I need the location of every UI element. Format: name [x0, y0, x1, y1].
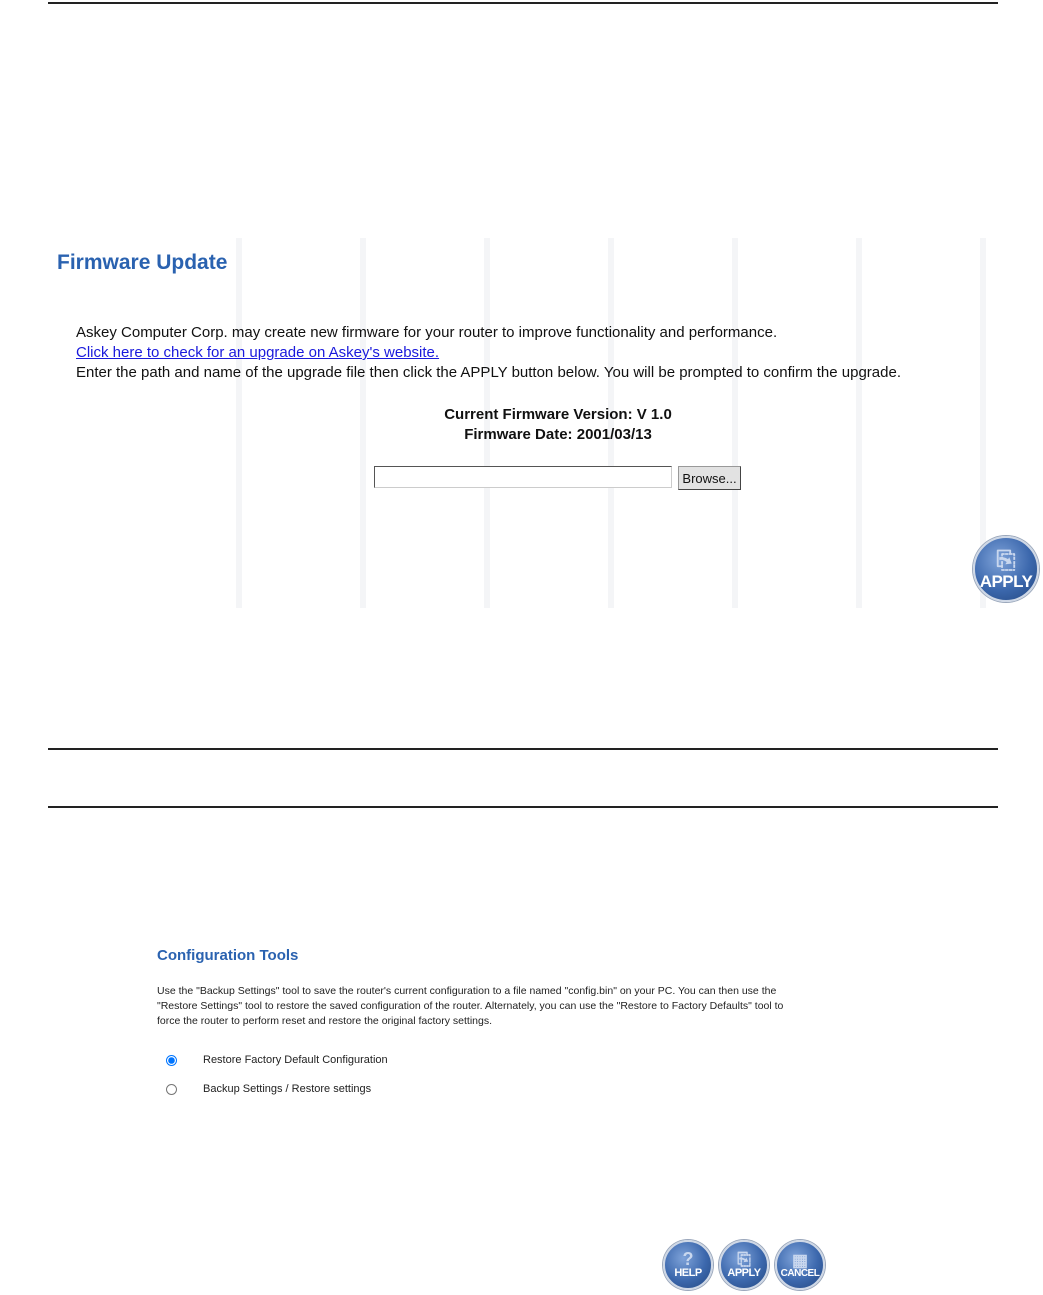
help-icon: ?: [682, 1249, 694, 1269]
separator-rule-upper: [48, 748, 998, 750]
help-button[interactable]: [663, 1240, 713, 1290]
cancel-button[interactable]: [775, 1240, 825, 1290]
cancel-button-label: CANCEL: [780, 1268, 820, 1279]
backup-restore-label: Backup Settings / Restore settings: [203, 1083, 372, 1095]
apply-icon: ⎘: [996, 547, 1016, 574]
page-title: Firmware Update: [57, 251, 228, 274]
apply-button-label: APPLY: [979, 572, 1033, 591]
apply-button[interactable]: [973, 536, 1039, 602]
config-description-line: "Restore Settings" tool to restore the saved configuration of the router. Alternately, you can use the "Restore to Factory Defaults" tool to: [157, 1000, 784, 1012]
backup-restore-option[interactable]: [166, 1083, 371, 1095]
firmware-file-input[interactable]: [374, 466, 672, 488]
firmware-panel-background: [118, 238, 998, 608]
restore-factory-default-radio[interactable]: [166, 1055, 177, 1066]
separator-rule-lower: [48, 806, 998, 808]
browse-button[interactable]: Browse...: [678, 466, 741, 490]
top-rule: [48, 2, 998, 4]
restore-factory-default-label: Restore Factory Default Configuration: [203, 1054, 388, 1066]
restore-factory-default-option[interactable]: [166, 1054, 388, 1066]
section-title: Configuration Tools: [157, 947, 299, 964]
backup-restore-radio[interactable]: [166, 1084, 177, 1095]
firmware-date: Firmware Date: 2001/03/13: [464, 426, 652, 443]
config-apply-button[interactable]: [719, 1240, 769, 1290]
help-button-label: HELP: [674, 1267, 702, 1279]
config-description-line: force the router to perform reset and restore the original factory settings.: [157, 1015, 492, 1027]
firmware-intro-text: Askey Computer Corp. may create new firmware for your router to improve functionality and performance.: [76, 324, 778, 341]
firmware-version: Current Firmware Version: V 1.0: [444, 406, 672, 423]
cancel-icon: ▦: [791, 1251, 809, 1270]
config-description-line: Use the "Backup Settings" tool to save the router's current configuration to a file named "config.bin" on your PC. You can then use the: [157, 985, 777, 997]
apply-icon: ⎘: [737, 1250, 751, 1269]
upgrade-check-link[interactable]: Click here to check for an upgrade on Askey's website.: [76, 344, 440, 361]
firmware-instruction-text: Enter the path and name of the upgrade file then click the APPLY button below. You will be prompted to confirm the upgrade.: [76, 364, 901, 381]
config-apply-button-label: APPLY: [727, 1267, 761, 1279]
